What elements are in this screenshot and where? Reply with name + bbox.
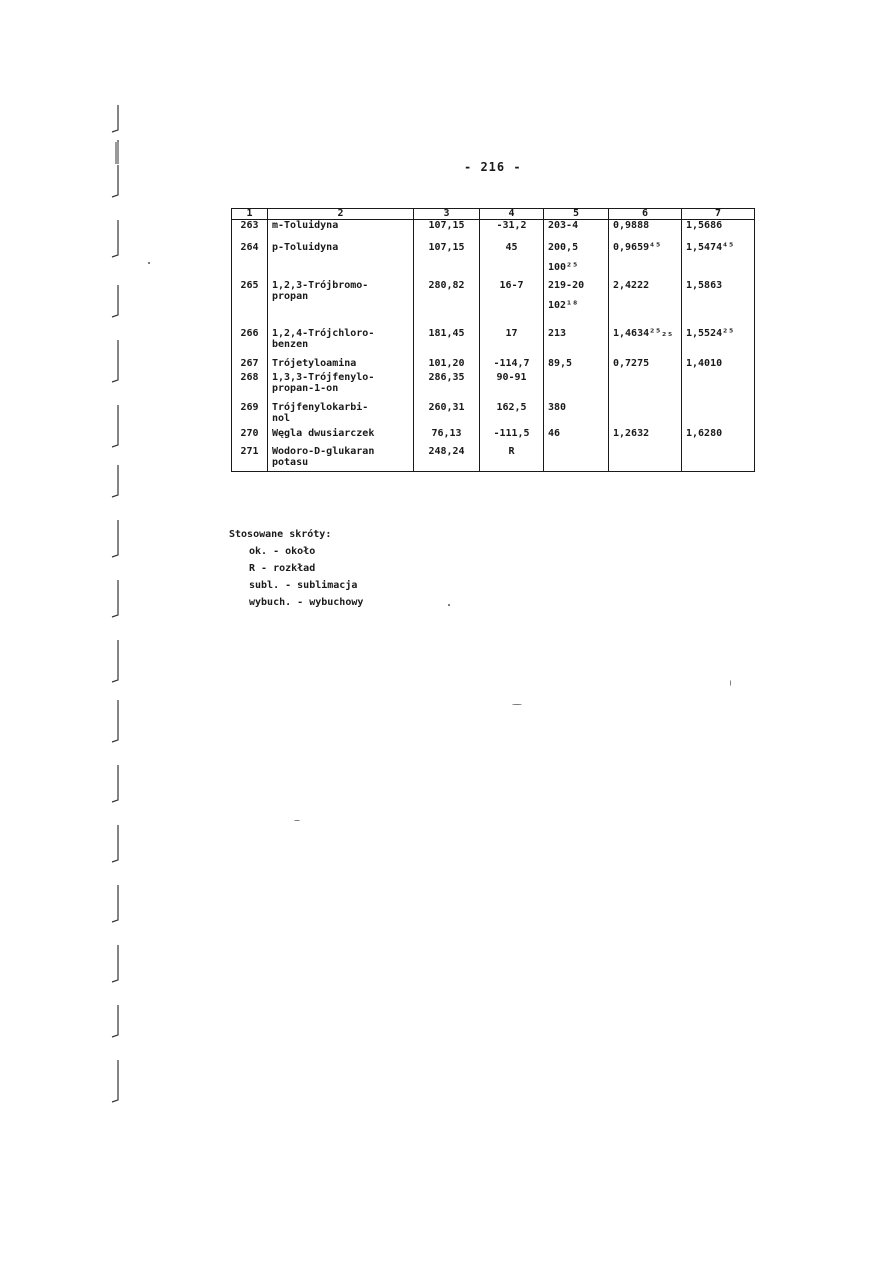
header-cell: 5 <box>544 209 609 220</box>
table-row <box>232 220 755 242</box>
compound-name-line: Trójfenylokarbi- <box>272 401 369 413</box>
density-cell: 1,4634²⁵₂₅ <box>609 328 682 358</box>
header-cell: 1 <box>232 209 268 220</box>
compound-name-line: Węgla dwusiarczek <box>272 427 375 439</box>
density-cell <box>609 446 682 472</box>
refractive-index-cell: 1,5524²⁵ <box>682 328 755 358</box>
compound-name-line: m-Toluidyna <box>272 220 339 231</box>
molar-mass-cell: 107,15 <box>414 220 480 242</box>
refractive-index-cell <box>682 402 755 428</box>
melting-point-cell: -111,5 <box>480 428 544 446</box>
molar-mass-cell: 181,45 <box>414 328 480 358</box>
molar-mass-cell: 76,13 <box>414 428 480 446</box>
refractive-index-cell: 1,5686 <box>682 220 755 242</box>
abbreviation-item: subl. - sublimacja <box>249 580 358 591</box>
boiling-point-value: 380 <box>548 401 567 413</box>
melting-point-cell: 90-91 <box>480 372 544 402</box>
boiling-point-value: 46 <box>548 427 561 439</box>
boiling-point-cell <box>544 372 609 402</box>
compound-name-cell <box>268 446 414 472</box>
melting-point-cell: 17 <box>480 328 544 358</box>
compound-name-line: p-Toluidyna <box>272 241 339 253</box>
page-number: - 216 - <box>464 160 522 174</box>
density-cell: 0,9888 <box>609 220 682 242</box>
molar-mass-cell: 260,31 <box>414 402 480 428</box>
row-number-cell: 267 <box>232 358 268 372</box>
density-cell: 0,9659⁴⁵ <box>609 242 682 280</box>
compound-name-line: propan <box>272 290 309 302</box>
abbreviations-title: Stosowane skróty: <box>229 529 332 540</box>
table-row <box>232 242 755 280</box>
compound-name-cell <box>268 372 414 402</box>
binding-edge <box>108 100 126 1110</box>
boiling-point-value: 200,5 <box>548 241 579 253</box>
melting-point-cell: -114,7 <box>480 358 544 372</box>
row-number-cell: 268 <box>232 372 268 402</box>
compound-name-cell <box>268 402 414 428</box>
compound-name-cell <box>268 242 414 280</box>
refractive-index-cell <box>682 372 755 402</box>
melting-point-cell: 162,5 <box>480 402 544 428</box>
abbreviation-item: ok. - około <box>249 546 316 557</box>
refractive-index-cell: 1,5863 <box>682 280 755 328</box>
header-cell: 3 <box>414 209 480 220</box>
boiling-point-cell <box>544 220 609 242</box>
header-cell: 2 <box>268 209 414 220</box>
melting-point-cell: -31,2 <box>480 220 544 242</box>
abbreviation-item: wybuch. - wybuchowy <box>249 597 364 608</box>
row-number-cell: 269 <box>232 402 268 428</box>
abbreviations-block <box>229 526 363 611</box>
table-row <box>232 428 755 446</box>
row-number-cell: 263 <box>232 220 268 242</box>
row-number-cell: 265 <box>232 280 268 328</box>
boiling-point-cell <box>544 358 609 372</box>
row-number-cell: 271 <box>232 446 268 472</box>
scan-speck <box>294 820 300 821</box>
molar-mass-cell: 101,20 <box>414 358 480 372</box>
compound-name-cell <box>268 428 414 446</box>
refractive-index-cell: 1,6280 <box>682 428 755 446</box>
table-row <box>232 402 755 428</box>
header-cell: 6 <box>609 209 682 220</box>
row-number-cell: 270 <box>232 428 268 446</box>
compound-name-cell <box>268 220 414 242</box>
scan-speck <box>448 604 450 606</box>
row-number-cell: 266 <box>232 328 268 358</box>
compound-name-cell <box>268 328 414 358</box>
boiling-point-cell <box>544 242 609 280</box>
compound-name-line: Wodoro-D-glukaran <box>272 445 375 457</box>
molar-mass-cell: 280,82 <box>414 280 480 328</box>
compound-name-line: propan-1-on <box>272 382 339 394</box>
row-number-cell: 264 <box>232 242 268 280</box>
density-cell <box>609 372 682 402</box>
refractive-index-cell: 1,4010 <box>682 358 755 372</box>
refractive-index-cell: 1,5474⁴⁵ <box>682 242 755 280</box>
scan-speck <box>148 262 150 264</box>
density-cell: 2,4222 <box>609 280 682 328</box>
boiling-point-value: 203-4 <box>548 220 579 231</box>
melting-point-cell: 16-7 <box>480 280 544 328</box>
density-cell: 0,7275 <box>609 358 682 372</box>
boiling-point-cell <box>544 446 609 472</box>
melting-point-cell: 45 <box>480 242 544 280</box>
compound-name-line: 1,2,3-Trójbromo- <box>272 279 369 291</box>
abbreviation-item: R - rozkład <box>249 563 316 574</box>
boiling-point-value: 213 <box>548 327 567 339</box>
compound-name-cell <box>268 280 414 328</box>
boiling-point-value: 219-20 <box>548 279 585 291</box>
header-cell: 7 <box>682 209 755 220</box>
molar-mass-cell: 286,35 <box>414 372 480 402</box>
compound-name-cell <box>268 358 414 372</box>
boiling-point-cell <box>544 402 609 428</box>
molar-mass-cell: 248,24 <box>414 446 480 472</box>
density-cell <box>609 402 682 428</box>
table-row <box>232 358 755 372</box>
compound-name-line: potasu <box>272 456 309 468</box>
molar-mass-cell: 107,15 <box>414 242 480 280</box>
compound-name-line: Trójetyloamina <box>272 357 357 369</box>
properties-table <box>231 208 755 472</box>
table-row <box>232 372 755 402</box>
compound-name-line: 1,3,3-Trójfenylo- <box>272 371 375 383</box>
boiling-point-cell <box>544 328 609 358</box>
boiling-point-reduced-pressure: 100²⁵ <box>548 261 579 273</box>
boiling-point-cell <box>544 280 609 328</box>
melting-point-cell: R <box>480 446 544 472</box>
table-row <box>232 328 755 358</box>
table-row <box>232 446 755 472</box>
table-header-row <box>232 209 755 220</box>
header-cell: 4 <box>480 209 544 220</box>
refractive-index-cell <box>682 446 755 472</box>
boiling-point-reduced-pressure: 102¹⁸ <box>548 299 579 311</box>
compound-name-line: benzen <box>272 338 309 350</box>
compound-name-line: 1,2,4-Trójchloro- <box>272 327 375 339</box>
compound-name-line: nol <box>272 412 291 424</box>
density-cell: 1,2632 <box>609 428 682 446</box>
boiling-point-cell <box>544 428 609 446</box>
scan-speck <box>512 704 522 705</box>
table-row <box>232 280 755 328</box>
boiling-point-value: 89,5 <box>548 357 573 369</box>
scan-speck <box>730 680 731 686</box>
